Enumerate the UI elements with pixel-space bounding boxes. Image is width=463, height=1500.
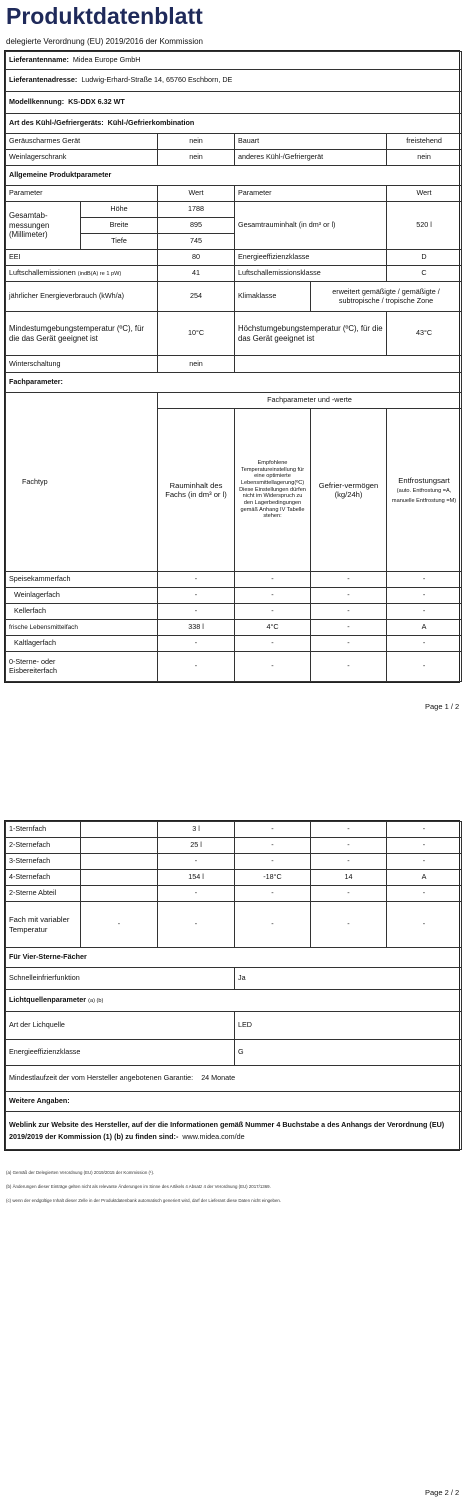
cell: - bbox=[158, 652, 235, 682]
cell: - bbox=[235, 854, 311, 870]
compartment-name: 4-Sternefach bbox=[6, 870, 81, 886]
cell: -18°C bbox=[235, 870, 311, 886]
cell: - bbox=[387, 838, 462, 854]
variable-temp-row bbox=[6, 902, 462, 948]
eei-row bbox=[6, 250, 462, 266]
model-value: KS-DDX 6.32 WT bbox=[68, 97, 125, 107]
light-type-row bbox=[6, 1012, 462, 1040]
dimensions-label: Gesamtab-messungen (Millimeter) bbox=[6, 202, 81, 250]
table-row bbox=[6, 822, 462, 838]
cell: - bbox=[235, 652, 311, 682]
more-info-title: Weitere Angaben: bbox=[6, 1092, 462, 1112]
min-temp-label: Mindestumgebungstemperatur (ºC), für die das Gerät geeignet ist bbox=[6, 312, 158, 356]
cell: - bbox=[311, 854, 387, 870]
cell: - bbox=[235, 838, 311, 854]
compartment-params-title: Fachparameter: bbox=[6, 373, 462, 393]
cell: - bbox=[158, 636, 235, 652]
cell: - bbox=[158, 588, 235, 604]
weblink-url[interactable]: www.midea.com/de bbox=[182, 1131, 245, 1141]
climate-class-value: erweitert gemäßigte / gemäßigte / subtropische / tropische Zone bbox=[311, 282, 462, 312]
col-header-value: Wert bbox=[158, 186, 235, 202]
compartment-volume-header: Rauminhalt des Fachs (in dm³ or l) bbox=[158, 409, 235, 572]
compartment-temp-header: Empfohlene Temperatureinstellung für eine optimierte Lebensmittellagerung(ºC) Diese Einstellungen dürfen nicht im Widerspruch zu den Lagerbedingungen gemäß Anhang IV Tabelle stehen: bbox=[235, 409, 311, 572]
cell: - bbox=[311, 620, 387, 636]
compartment-name: Kellerfach bbox=[6, 604, 158, 620]
total-volume-value: 520 l bbox=[387, 202, 462, 250]
cell: - bbox=[311, 636, 387, 652]
cell: - bbox=[387, 572, 462, 588]
compartment-freeze-header: Gefrier-vermögen (kg/24h) bbox=[311, 409, 387, 572]
empty-cell bbox=[81, 838, 158, 854]
compartment-name: Weinlagerfach bbox=[6, 588, 158, 604]
eei-value: 80 bbox=[158, 250, 235, 266]
table-row bbox=[6, 886, 462, 902]
defrost-note: (auto. Entfrostung =A, manuelle Entfrostung =M) bbox=[391, 487, 457, 504]
light-params-label: Lichtquellenparameter bbox=[9, 995, 87, 1005]
cell: - bbox=[311, 604, 387, 620]
noise-label bbox=[6, 266, 158, 282]
weblink-row bbox=[6, 1112, 462, 1150]
cell: - bbox=[387, 604, 462, 620]
supplier-label: Lieferantenname: bbox=[9, 55, 69, 65]
cell: - bbox=[311, 838, 387, 854]
compartment-name: 1-Sternfach bbox=[6, 822, 81, 838]
cell: - bbox=[235, 636, 311, 652]
cell: - bbox=[387, 588, 462, 604]
compartment-group-header: Fachparameter und -werte bbox=[158, 393, 462, 409]
cell: - bbox=[235, 886, 311, 902]
cell: A bbox=[387, 620, 462, 636]
cell: - bbox=[235, 572, 311, 588]
dims-row-1 bbox=[6, 202, 462, 218]
cell: - bbox=[158, 604, 235, 620]
cell: - bbox=[311, 652, 387, 682]
light-type-value: LED bbox=[235, 1012, 462, 1040]
light-class-value: G bbox=[235, 1040, 462, 1066]
page-subtitle: delegierte Verordnung (EU) 2019/2016 der Kommission bbox=[6, 37, 204, 46]
cell: - bbox=[311, 822, 387, 838]
type-row-1 bbox=[6, 134, 462, 150]
cell: - bbox=[311, 572, 387, 588]
page-number: Page 1 / 2 bbox=[425, 702, 460, 711]
cell: - bbox=[387, 652, 462, 682]
cell: Geräuscharmes Gerät bbox=[6, 134, 158, 150]
annual-energy-value: 254 bbox=[158, 282, 235, 312]
compartment-name: frische Lebensmittelfach bbox=[6, 620, 158, 636]
noise-class-label: Luftschallemissionsklasse bbox=[235, 266, 387, 282]
cell: anderes Kühl-/Gefriergerät bbox=[235, 150, 387, 166]
table-row bbox=[6, 620, 462, 636]
page-number: Page 2 / 2 bbox=[425, 1488, 460, 1497]
empty-cell bbox=[81, 870, 158, 886]
dim-name: Höhe bbox=[81, 202, 158, 218]
supplier-value: Midea Europe GmbH bbox=[72, 55, 141, 65]
annual-energy-label: jährlicher Energieverbrauch (kWh/a) bbox=[6, 282, 158, 312]
cell: nein bbox=[158, 134, 235, 150]
defrost-label: Entfrostungsart bbox=[398, 475, 450, 485]
cell: - bbox=[235, 822, 311, 838]
variable-temp-label: Fach mit variabler Temperatur bbox=[6, 902, 81, 948]
appliance-type-label: Art des Kühl-/Gefriergeräts: bbox=[9, 118, 104, 128]
table-row bbox=[6, 588, 462, 604]
cell: - bbox=[387, 902, 462, 948]
energy-class-value: D bbox=[387, 250, 462, 266]
cell: Bauart bbox=[235, 134, 387, 150]
appliance-type-row bbox=[6, 114, 462, 134]
cell: 3 l bbox=[158, 822, 235, 838]
comp-group-row bbox=[6, 393, 462, 409]
winter-switch-value: nein bbox=[158, 356, 235, 373]
cell: - bbox=[235, 588, 311, 604]
dim-value: 745 bbox=[158, 234, 235, 250]
cell: Weinlagerschrank bbox=[6, 150, 158, 166]
dim-value: 895 bbox=[158, 218, 235, 234]
table-row bbox=[6, 870, 462, 886]
product-sheet-page-1 bbox=[4, 50, 460, 683]
cell: - bbox=[387, 854, 462, 870]
cell: 338 l bbox=[158, 620, 235, 636]
model-label: Modellkennung: bbox=[9, 97, 65, 107]
noise-unit: (indB(A) re 1 pW) bbox=[77, 271, 122, 278]
general-header-row bbox=[6, 186, 462, 202]
light-class-row bbox=[6, 1040, 462, 1066]
noise-label-text: Luftschallemissionen bbox=[9, 268, 76, 278]
footnote: (a) Gemäß der Delegierten Verordnung (EU) 2019/2015 der Kommission (¹). bbox=[6, 1170, 155, 1175]
light-type-label: Art der Lichquelle bbox=[6, 1012, 235, 1040]
cell: nein bbox=[158, 150, 235, 166]
noise-row bbox=[6, 266, 462, 282]
warranty-row bbox=[6, 1066, 462, 1092]
cell: - bbox=[311, 588, 387, 604]
cell: freistehend bbox=[387, 134, 462, 150]
weblink-text: Weblink zur Website des Hersteller, auf der die Informationen gemäß Nummer 4 Buchstabe a des Anhangs der Verordnung (EU) 2019/2019 der Kommission (1) (b) zu finden sind:- bbox=[9, 1120, 445, 1141]
energy-class-label: Energieeffizienzklasse bbox=[235, 250, 387, 266]
cell: - bbox=[158, 854, 235, 870]
empty-cell bbox=[81, 854, 158, 870]
compartment-name: 2-Sternefach bbox=[6, 838, 81, 854]
cell: - bbox=[387, 886, 462, 902]
col-header-value: Wert bbox=[387, 186, 462, 202]
cell: - bbox=[235, 604, 311, 620]
warranty-value: 24 Monate bbox=[201, 1073, 236, 1083]
max-temp-value: 43°C bbox=[387, 312, 462, 356]
climate-class-label: Klimaklasse bbox=[235, 282, 311, 312]
cell: - bbox=[311, 886, 387, 902]
cell: 4°C bbox=[235, 620, 311, 636]
temp-row bbox=[6, 312, 462, 356]
col-header-parameter: Parameter bbox=[235, 186, 387, 202]
footnote: (b) Änderungen dieser Einträge gelten nicht als relevante Änderungen im Sinne des Artikels 4 Absatz 4 der Verordnung (EU) 2017/1369. bbox=[6, 1184, 271, 1189]
page-title: Produktdatenblatt bbox=[6, 3, 203, 29]
table-row bbox=[6, 652, 462, 682]
four-star-title: Für Vier-Sterne-Fächer bbox=[6, 948, 462, 968]
winter-row bbox=[6, 356, 462, 373]
model-row bbox=[6, 92, 462, 114]
compartment-type-header: Fachtyp bbox=[6, 393, 158, 572]
compartment-defrost-header bbox=[387, 409, 462, 572]
total-volume-label: Gesamtrauminhalt (in dm³ or l) bbox=[235, 202, 387, 250]
address-label: Lieferantenadresse: bbox=[9, 75, 78, 85]
compartment-name: Speisekammerfach bbox=[6, 572, 158, 588]
dim-name: Breite bbox=[81, 218, 158, 234]
cell: A bbox=[387, 870, 462, 886]
cell: - bbox=[311, 902, 387, 948]
col-header-parameter: Parameter bbox=[6, 186, 158, 202]
supplier-row bbox=[6, 52, 462, 70]
quick-freeze-row bbox=[6, 968, 462, 990]
cell: - bbox=[158, 886, 235, 902]
empty-cell bbox=[235, 356, 462, 373]
cell: nein bbox=[387, 150, 462, 166]
footnote: (c) wenn der endgültige Inhalt dieser Zelle in der Produktdatenbank automatisch generiert wird, darf der Lieferant diese Daten nicht eingeben. bbox=[6, 1198, 282, 1203]
compartment-name: 2-Sterne Abteil bbox=[6, 886, 81, 902]
product-sheet-page-2 bbox=[4, 820, 460, 1151]
type-row-2 bbox=[6, 150, 462, 166]
cell: - bbox=[158, 572, 235, 588]
table-row bbox=[6, 572, 462, 588]
compartment-name: 0-Sterne- oder Eisbereiterfach bbox=[6, 652, 158, 682]
cell: - bbox=[81, 902, 158, 948]
quick-freeze-label: Schnelleinfrierfunktion bbox=[6, 968, 235, 990]
dim-name: Tiefe bbox=[81, 234, 158, 250]
light-params-title bbox=[6, 990, 462, 1012]
max-temp-label: Höchstumgebungstemperatur (ºC), für die das Gerät geeignet ist bbox=[235, 312, 387, 356]
compartment-name: Kaltlagerfach bbox=[6, 636, 158, 652]
light-class-label: Energieeffizienzklasse bbox=[6, 1040, 235, 1066]
cell: 154 l bbox=[158, 870, 235, 886]
energy-row bbox=[6, 282, 462, 312]
noise-class-value: C bbox=[387, 266, 462, 282]
dim-value: 1788 bbox=[158, 202, 235, 218]
table-row bbox=[6, 636, 462, 652]
noise-value: 41 bbox=[158, 266, 235, 282]
table-row bbox=[6, 854, 462, 870]
cell: - bbox=[158, 902, 235, 948]
quick-freeze-value: Ja bbox=[235, 968, 462, 990]
appliance-type-value: Kühl-/Gefrierkombination bbox=[107, 118, 195, 128]
empty-cell bbox=[81, 822, 158, 838]
compartment-name: 3-Sternefach bbox=[6, 854, 81, 870]
warranty-label: Mindestlaufzeit der vom Hersteller angebotenen Garantie: bbox=[9, 1073, 194, 1083]
cell: - bbox=[387, 822, 462, 838]
cell: 25 l bbox=[158, 838, 235, 854]
table-row bbox=[6, 838, 462, 854]
eei-label: EEI bbox=[6, 250, 158, 266]
light-params-suffix: (a) (b) bbox=[88, 998, 104, 1005]
general-params-title: Allgemeine Produktparameter bbox=[6, 166, 462, 186]
min-temp-value: 10°C bbox=[158, 312, 235, 356]
address-value: Ludwig-Erhard-Straße 14, 65760 Eschborn, DE bbox=[81, 75, 233, 85]
empty-cell bbox=[81, 886, 158, 902]
cell: 14 bbox=[311, 870, 387, 886]
cell: - bbox=[387, 636, 462, 652]
table-row bbox=[6, 604, 462, 620]
winter-switch-label: Winterschaltung bbox=[6, 356, 158, 373]
cell: - bbox=[235, 902, 311, 948]
address-row bbox=[6, 70, 462, 92]
